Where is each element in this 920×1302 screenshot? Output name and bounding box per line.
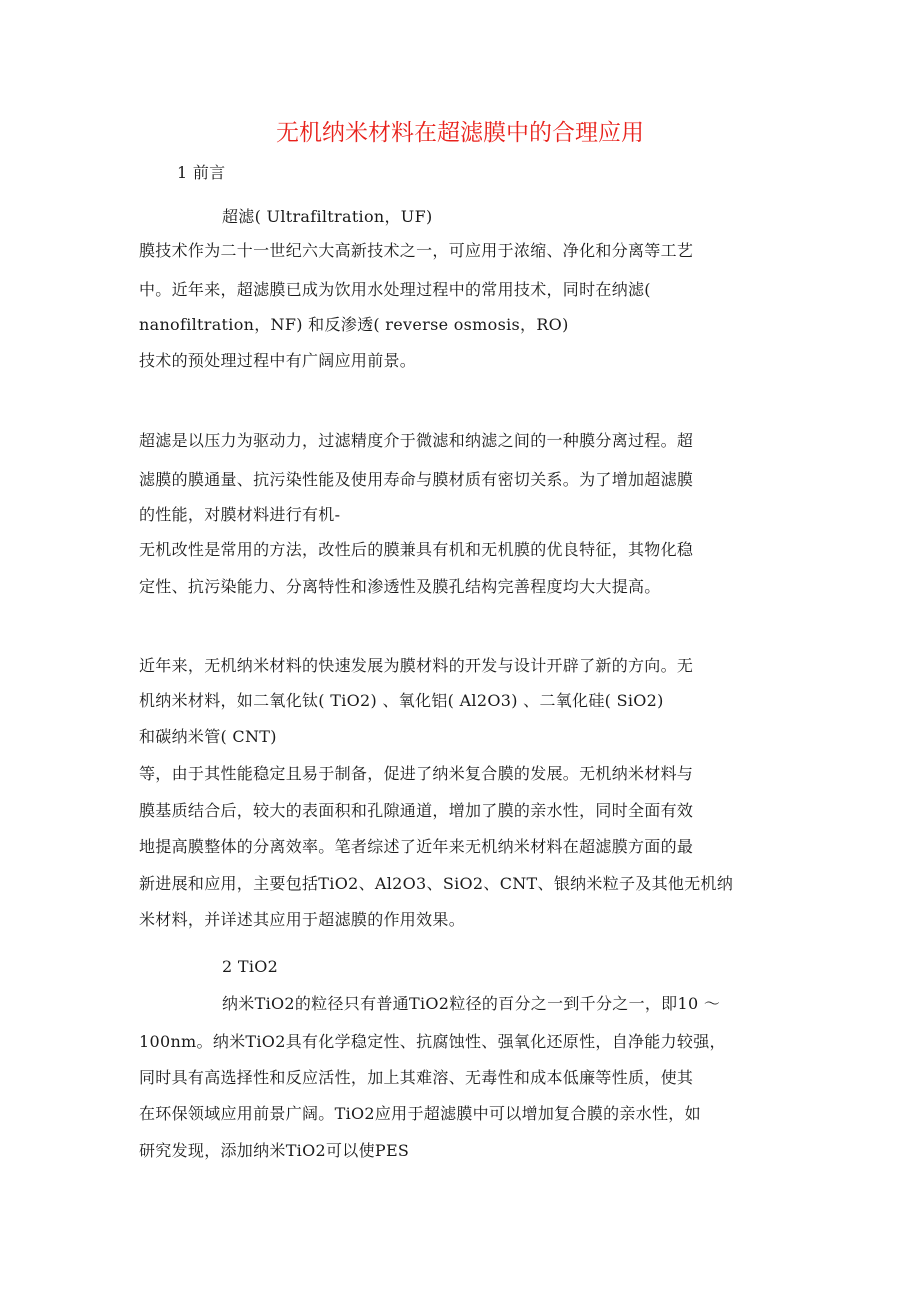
paragraph-line: 100nm。纳米TiO2具有化学稳定性、抗腐蚀性、强氧化还原性，自净能力较强， (139, 1032, 726, 1051)
paragraph-line: 中。近年来，超滤膜已成为饮用水处理过程中的常用技术，同时在纳滤( (139, 280, 651, 299)
paragraph-line: 和碳纳米管( CNT) (139, 727, 277, 746)
paragraph-line: 定性、抗污染能力、分离特性和渗透性及膜孔结构完善程度均大大提高。 (139, 577, 661, 596)
paragraph-line: 超滤是以压力为驱动力，过滤精度介于微滤和纳滤之间的一种膜分离过程。超 (139, 431, 694, 450)
section-heading-introduction: 1 前言 (177, 163, 226, 182)
paragraph-line: 同时具有高选择性和反应活性，加上其难溶、无毒性和成本低廉等性质，使其 (139, 1068, 694, 1087)
paragraph-line: 地提高膜整体的分离效率。笔者综述了近年来无机纳米材料在超滤膜方面的最 (139, 837, 694, 856)
paragraph-line: 米材料，并详述其应用于超滤膜的作用效果。 (139, 910, 466, 929)
paragraph-line: 膜基质结合后，较大的表面积和孔隙通道，增加了膜的亲水性，同时全面有效 (139, 801, 694, 820)
paragraph-line: 无机改性是常用的方法，改性后的膜兼具有机和无机膜的优良特征，其物化稳 (139, 540, 694, 559)
paragraph-line: 机纳米材料，如二氧化钛( TiO2) 、氧化铝( Al2O3) 、二氧化硅( SiO2) (139, 691, 664, 710)
paragraph-line: 技术的预处理过程中有广阔应用前景。 (139, 351, 417, 370)
paragraph-line: 纳米TiO2的粒径只有普通TiO2粒径的百分之一到千分之一，即10 ～ (222, 994, 721, 1013)
document-title: 无机纳米材料在超滤膜中的合理应用 (276, 120, 644, 146)
paragraph-line: 新进展和应用，主要包括TiO2、Al2O3、SiO2、CNT、银纳米粒子及其他无机纳 (139, 874, 734, 893)
paragraph-line: 滤膜的膜通量、抗污染性能及使用寿命与膜材质有密切关系。为了增加超滤膜 (139, 470, 694, 489)
section-heading-tio2: 2 TiO2 (222, 957, 279, 976)
paragraph-line: 研究发现，添加纳米TiO2可以使PES (139, 1141, 410, 1160)
paragraph-line: 近年来，无机纳米材料的快速发展为膜材料的开发与设计开辟了新的方向。无 (139, 656, 694, 675)
paragraph-line: 的性能，对膜材料进行有机- (139, 505, 341, 524)
paragraph-line: 在环保领域应用前景广阔。TiO2应用于超滤膜中可以增加复合膜的亲水性，如 (139, 1104, 701, 1123)
paragraph-line: 膜技术作为二十一世纪六大高新技术之一，可应用于浓缩、净化和分离等工艺 (139, 241, 694, 260)
paragraph-line: 等，由于其性能稳定且易于制备，促进了纳米复合膜的发展。无机纳米材料与 (139, 764, 694, 783)
paragraph-line: 超滤( Ultrafiltration，UF) (222, 207, 433, 226)
paragraph-line: nanofiltration，NF) 和反渗透( reverse osmosis，RO) (139, 315, 569, 334)
